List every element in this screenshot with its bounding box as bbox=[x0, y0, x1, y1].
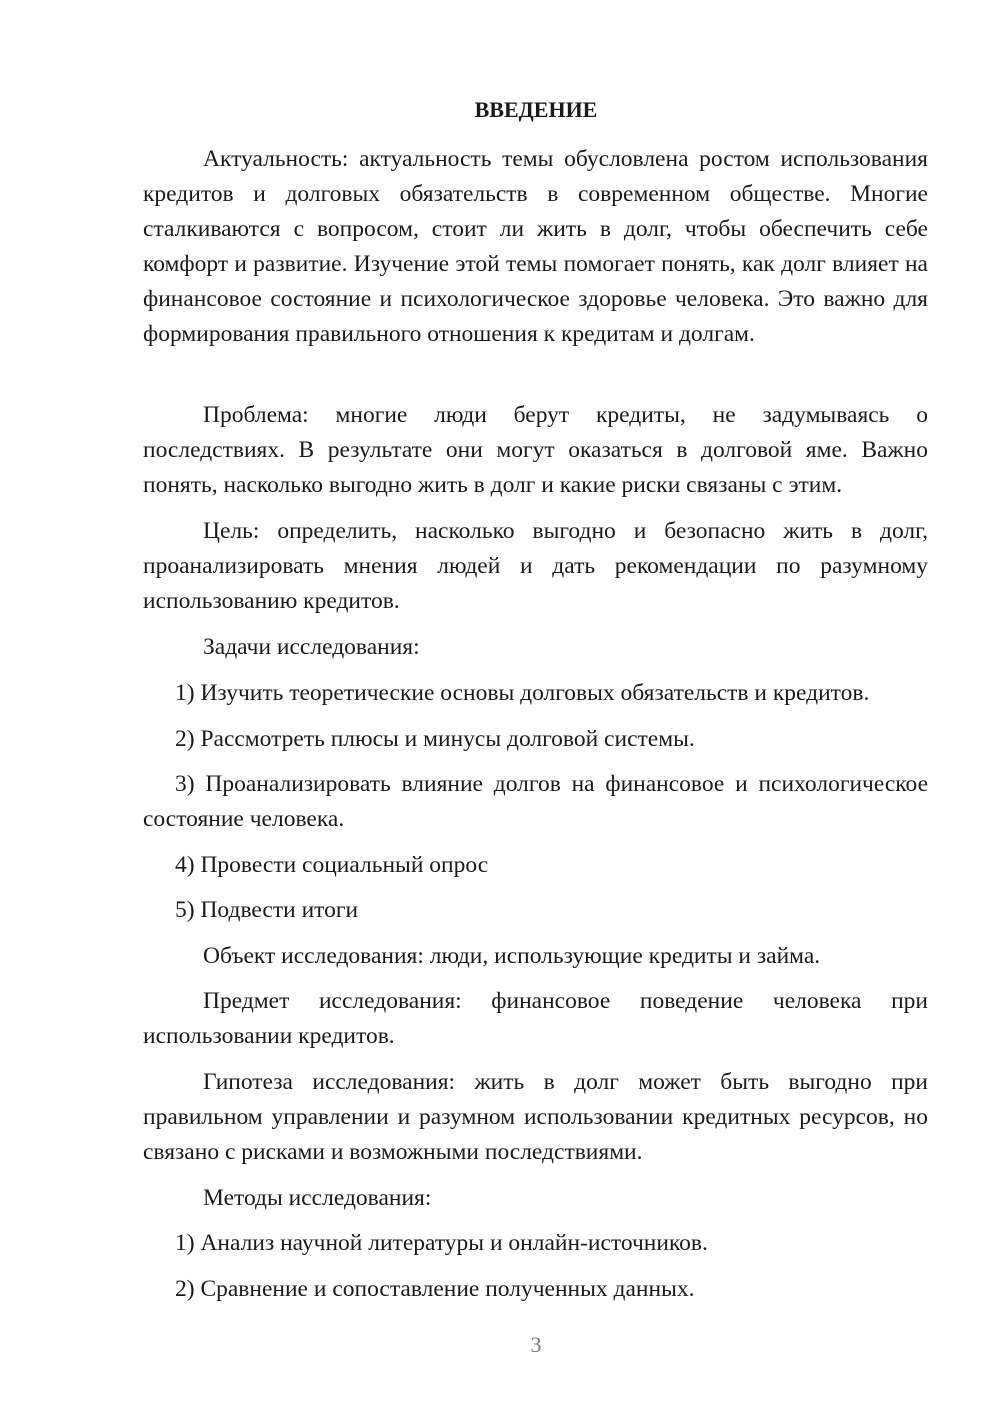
method-item-2 bbox=[143, 1272, 928, 1307]
subject-text: Предмет исследования: финансовое поведение человека при использовании кредитов. bbox=[143, 988, 928, 1049]
methods-heading bbox=[143, 1181, 928, 1216]
page-number: 3 bbox=[530, 1332, 542, 1357]
object-text: Объект исследования: люди, использующие кредиты и займа. bbox=[203, 943, 821, 969]
list-item: 5) Подвести итоги bbox=[175, 897, 359, 923]
methods-heading-text: Методы исследования: bbox=[203, 1185, 432, 1211]
list-item: 1) Анализ научной литературы и онлайн-источников. bbox=[175, 1230, 708, 1256]
object-paragraph bbox=[143, 939, 928, 974]
tasks-heading-text: Задачи исследования: bbox=[203, 634, 420, 660]
hypothesis-text: Гипотеза исследования: жить в долг может быть выгодно при правильном управлении и разумном использовании кредитных ресурсов, но связано с рисками и возможными последствиями. bbox=[143, 1069, 928, 1165]
section-title: ВВЕДЕНИЕ bbox=[474, 97, 598, 122]
tasks-heading bbox=[143, 630, 928, 665]
task-item-3 bbox=[143, 767, 928, 837]
goal-text: Цель: определить, насколько выгодно и безопасно жить в долг, проанализировать мнения людей и дать рекомендации по разумному использованию кредитов. bbox=[143, 518, 928, 614]
task-item-5 bbox=[143, 893, 928, 928]
list-item: 3) Проанализировать влияние долгов на финансовое и психологическое состояние человека. bbox=[143, 771, 928, 832]
list-item: 2) Сравнение и сопоставление полученных данных. bbox=[175, 1276, 695, 1302]
task-item-4 bbox=[143, 848, 928, 883]
method-item-1 bbox=[143, 1226, 928, 1261]
hypothesis-paragraph bbox=[143, 1065, 928, 1170]
problem-paragraph bbox=[143, 398, 928, 503]
list-item: 1) Изучить теоретические основы долговых обязательств и кредитов. bbox=[175, 680, 870, 706]
relevance-paragraph bbox=[143, 142, 928, 352]
goal-paragraph bbox=[143, 514, 928, 619]
task-item-1 bbox=[143, 676, 928, 711]
task-item-2 bbox=[143, 722, 928, 757]
list-item: 4) Провести социальный опрос bbox=[175, 852, 489, 878]
list-item: 2) Рассмотреть плюсы и минусы долговой системы. bbox=[175, 726, 695, 752]
relevance-text: Актуальность: актуальность темы обусловлена ростом использования кредитов и долговых обязательств в современном обществе. Многие сталкиваются с вопросом, стоит ли жить в долг, чтобы обеспечить себе комфорт и развитие. Изучение этой темы помогает понять, как долг влияет на финансовое состояние и психологическое здоровье человека. Это важно для формирования правильного отношения к кредитам и долгам. bbox=[143, 146, 928, 347]
problem-text: Проблема: многие люди берут кредиты, не задумываясь о последствиях. В результате они могут оказаться в долговой яме. Важно понять, насколько выгодно жить в долг и какие риски связаны с этим. bbox=[143, 402, 928, 498]
subject-paragraph bbox=[143, 984, 928, 1054]
